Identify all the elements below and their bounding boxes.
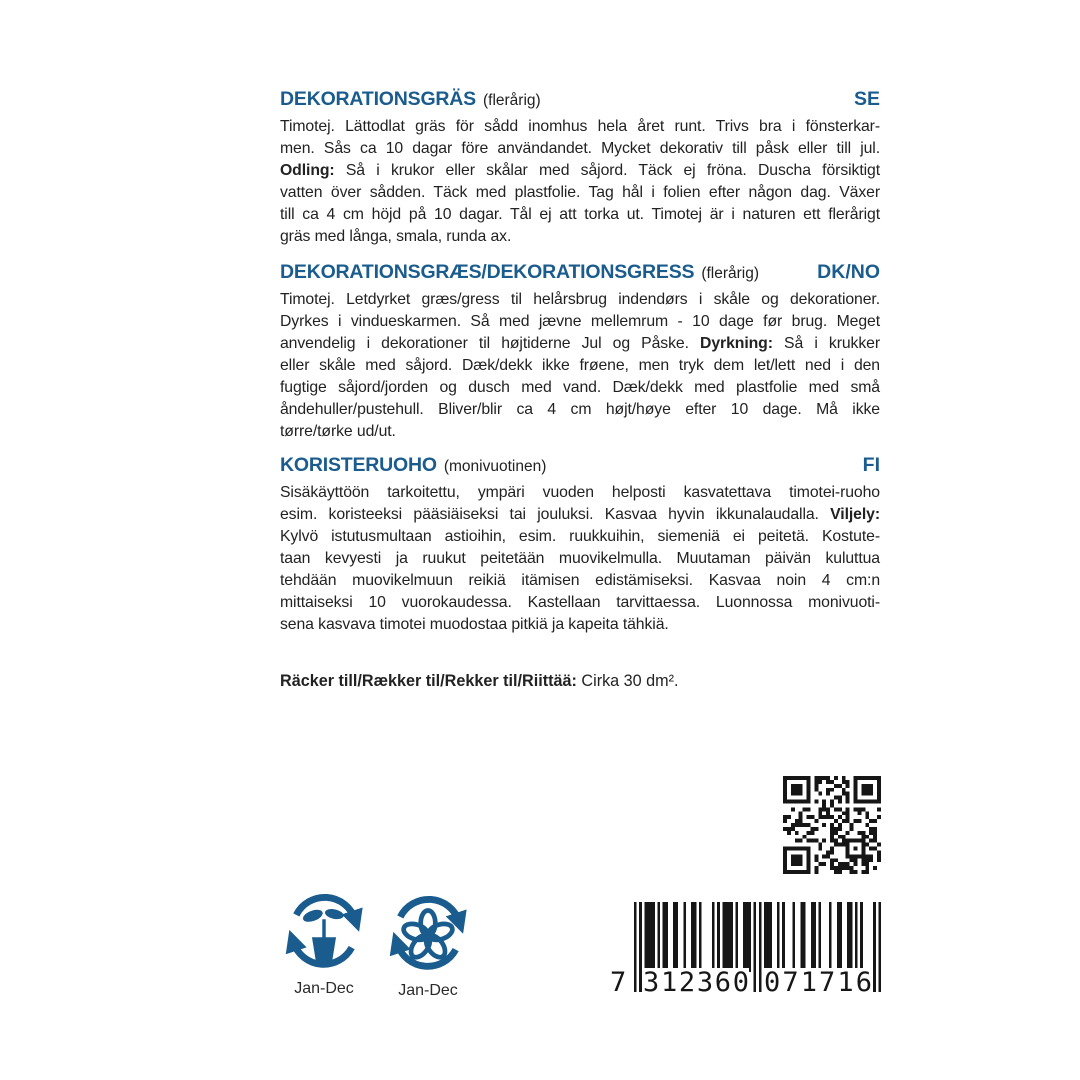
section-se-heading-row [280, 88, 880, 111]
ean-barcode [610, 902, 895, 1004]
yield-value: Cirka 30 dm². [576, 672, 679, 690]
section-fi-body: Sisäkäyttöön tarkoitettu, ympäri vuoden helposti kasvatettava timotei-ruoho esim. koristeeksi pääsiäiseksi tai jouluksi. Kasvaa hyvin ikkunalaudalla. Viljely: Kylvö istutusmultaan astioihin, esim. ruukkuihin, siemeniä ei peitetä. Kostute- taan kevyesti ja ruukut peitetään muovikelmulla. Muutaman päivän kuluttua tehdään muovikelmuun reikiä itämisen edistämiseksi. Kasvaa noin 4 cm:n mittaiseksi 10 vuorokaudessa. Kastellaan tarvittaessa. Luonnossa monivuoti- sena kasvava timotei muodostaa pitkiä ja kapeita tähkiä. [280, 484, 880, 633]
section-se-qualifier: (flerårig) [482, 92, 541, 109]
barcode-digit-first: 7 [610, 967, 627, 998]
qr-code [783, 776, 881, 874]
flowering-period-icon [385, 892, 471, 978]
section-fi-title: KORISTERUOHO [280, 454, 437, 476]
section-se [280, 88, 880, 248]
section-fi-region-code: FI [862, 454, 880, 476]
section-dk-no-qualifier: (flerårig) [701, 265, 760, 282]
flowering-period-block [385, 892, 471, 1000]
sowing-period-block [281, 890, 367, 998]
section-se-title: DEKORATIONSGRÄS [280, 88, 476, 110]
sowing-period-label: Jan-Dec [294, 980, 354, 997]
section-dk-no [280, 261, 880, 443]
section-se-region-code: SE [853, 88, 880, 110]
section-fi [280, 454, 880, 636]
barcode-digits-left: 3 1 2 3 6 0 [643, 967, 749, 998]
section-dk-no-region-code: DK/NO [817, 261, 880, 283]
section-se-body: Timotej. Lättodlat gräs för sådd inomhus hela året runt. Trivs bra i fönsterkar- men. Sås ca 10 dagar före användandet. Mycket dekorativ till påsk eller till jul. Odling: Så i krukor eller skålar med såjord. Täck ej fröna. Duscha försiktigt vatten över sådden. Täck med plastfolie. Tag hål i folien efter någon dag. Växer till ca 4 cm höjd på 10 dagar. Tål ej att torka ut. Timotej är i naturen ett flerårigt gräs med långa, smala, runda ax. [280, 118, 880, 245]
flowering-period-label: Jan-Dec [398, 982, 458, 999]
section-fi-heading-row [280, 454, 880, 477]
section-dk-no-body: Timotej. Letdyrket græs/gress til helårsbrug indendørs i skåle og dekorationer. Dyrkes i vindueskarmen. Så med jævne mellemrum - 10 dage før brug. Meget anvendelig i dekorationer til højtiderne Jul og Påske. Dyrkning: Så i krukker eller skåle med såjord. Dæk/dekk ikke frøene, men tryk dem let/lett ned i den fugtige såjord/jorden og dusch med vand. Dæk/dekk med plastfolie med små åndehuller/pustehull. Bliver/blir ca 4 cm højt/høye efter 10 dage. Må ikke tørre/tørke ud/ut. [280, 291, 880, 440]
section-dk-no-title: DEKORATIONSGRÆS/DEKORATIONSGRESS [280, 261, 695, 283]
yield-info [280, 672, 880, 691]
section-fi-qualifier: (monivuotinen) [443, 458, 547, 475]
yield-label: Räcker till/Rækker til/Rekker til/Riittää: [280, 672, 577, 690]
qr-code-icon [783, 776, 881, 874]
sowing-period-icon [281, 890, 367, 976]
barcode-digits-right: 0 7 1 7 1 6 [764, 967, 872, 998]
section-dk-no-heading-row [280, 261, 880, 284]
